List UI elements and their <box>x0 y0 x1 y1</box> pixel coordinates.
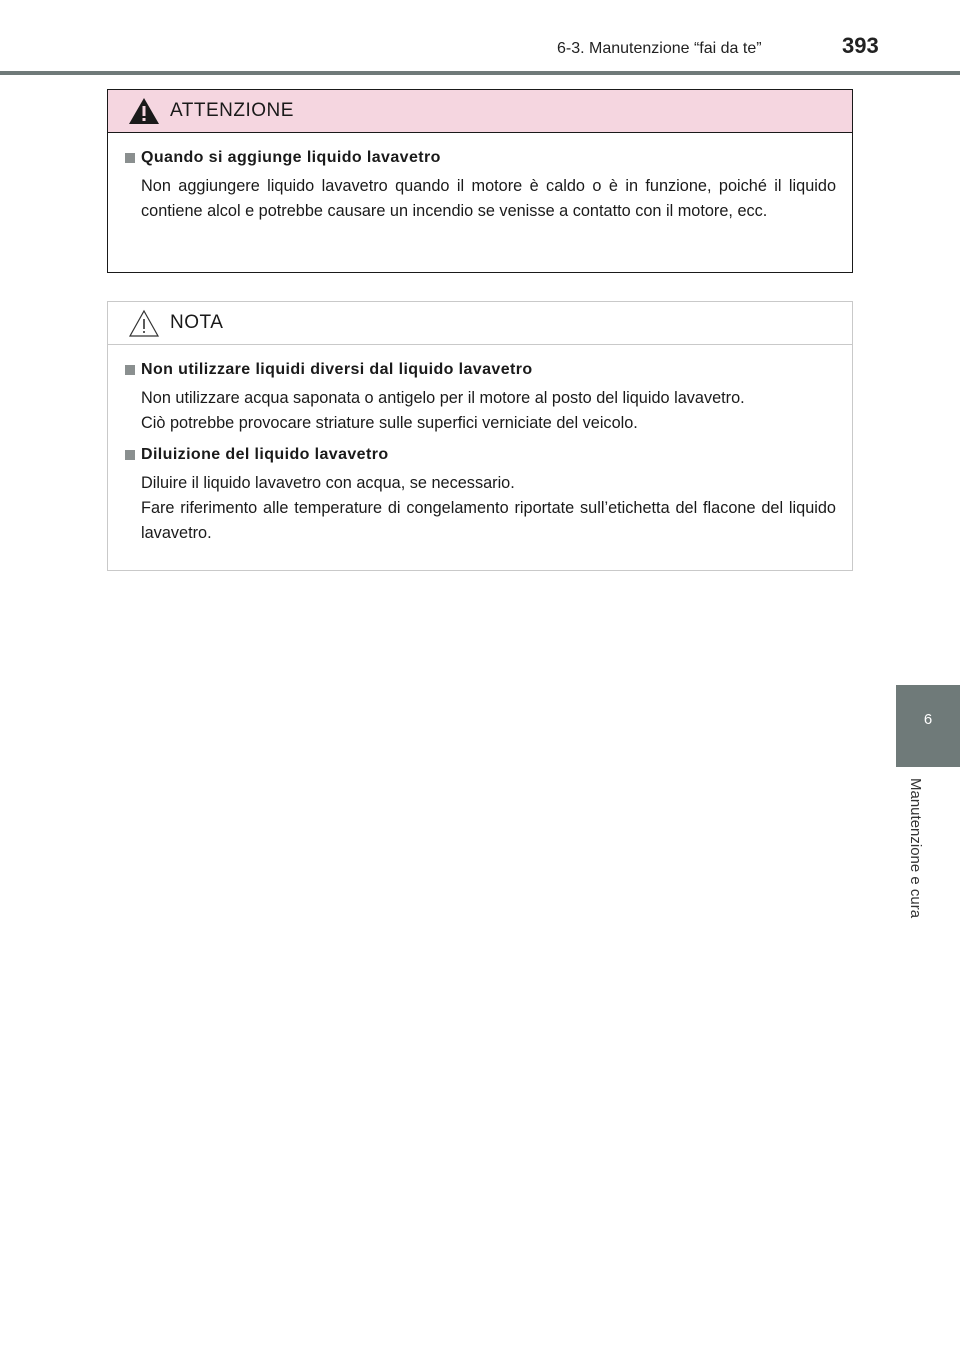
square-bullet-icon <box>125 153 135 163</box>
note-box-title: NOTA <box>170 312 224 333</box>
warning-item-text: Non aggiungere liquido lavavetro quando il motore è caldo o è in funzione, poiché il liquido contiene alcol e potrebbe causare un incendio se venisse a contatto con il motore, ecc. <box>141 177 836 220</box>
section-title: 6-3. Manutenzione “fai da te” <box>557 40 762 57</box>
header-divider <box>0 71 960 75</box>
square-bullet-icon <box>125 365 135 375</box>
note-item-heading: Non utilizzare liquidi diversi dal liquido lavavetro <box>141 361 533 378</box>
note-item <box>125 361 836 436</box>
warning-box <box>107 89 853 273</box>
warning-triangle-outline-icon <box>128 309 160 337</box>
note-item-line: Ciò potrebbe provocare striature sulle superfici verniciate del veicolo. <box>141 414 638 432</box>
note-item <box>125 446 836 546</box>
chapter-label: Manutenzione e cura <box>907 778 924 919</box>
note-box <box>107 301 853 571</box>
note-item-line: Diluire il liquido lavavetro con acqua, se necessario. <box>141 474 515 492</box>
warning-item <box>125 149 836 224</box>
warning-item-heading: Quando si aggiunge liquido lavavetro <box>141 149 441 166</box>
warning-box-header <box>108 90 852 133</box>
note-item-heading: Diluizione del liquido lavavetro <box>141 446 389 463</box>
warning-triangle-filled-icon <box>128 97 160 125</box>
page-number: 393 <box>842 33 879 58</box>
warning-box-title: ATTENZIONE <box>170 100 294 121</box>
chapter-tab: 6 <box>896 685 960 767</box>
note-item-line: Fare riferimento alle temperature di congelamento riportate sull’etichetta del flacone del liquido lavavetro. <box>141 499 836 542</box>
note-item-line: Non utilizzare acqua saponata o antigelo per il motore al posto del liquido lavavetro. <box>141 389 745 407</box>
square-bullet-icon <box>125 450 135 460</box>
note-box-header <box>108 302 852 345</box>
